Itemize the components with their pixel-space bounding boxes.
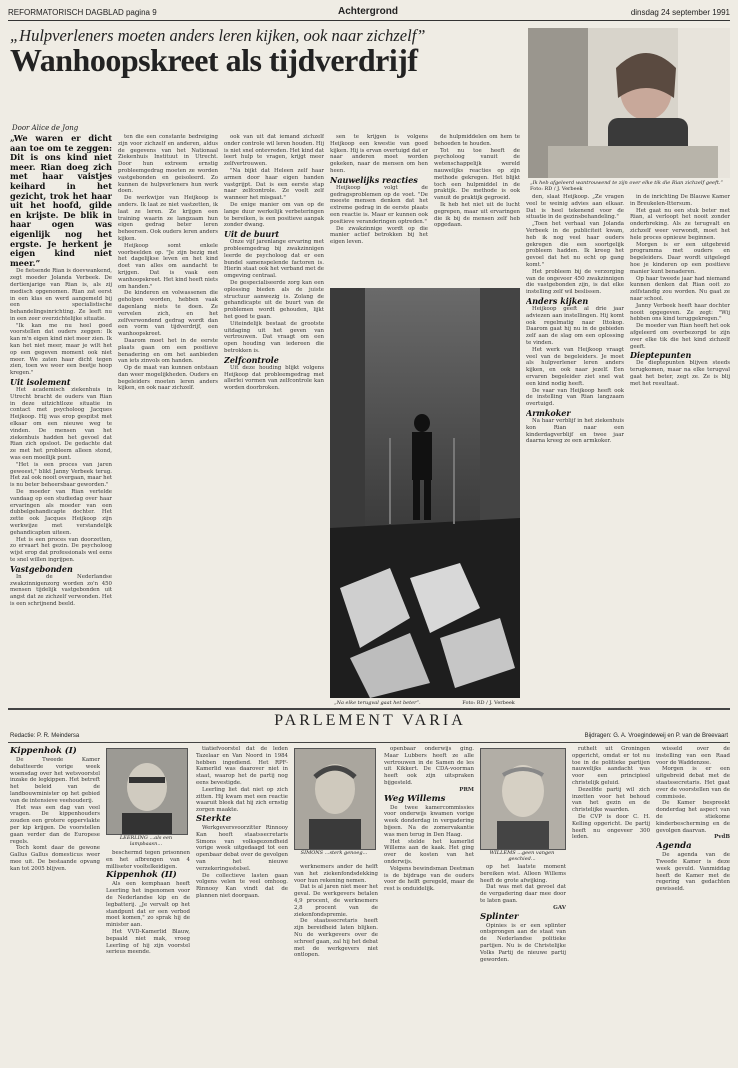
subhead-7: Armkoker — [526, 407, 571, 418]
photo-main-caption: „Na elke terugval gaat het beter”. Foto: RD / J. Verbeek — [334, 700, 515, 706]
photo-top-caption: „Ik heb afgeleerd wantrouwend te zijn over elke tik die Rian zichzelf geeft.” Foto: RD / J. Verbeek — [530, 180, 724, 192]
subhead-2: Vastgebonden — [10, 563, 73, 574]
portrait-willems-illustration — [481, 749, 565, 849]
portrait-simons-illustration — [295, 749, 375, 849]
portrait-simons — [294, 748, 376, 850]
photo-corridor — [330, 288, 520, 698]
parlement-column-6: op het laatste moment bereiken wist. Alleen Willems heeft de grote afwijking. Dat was met dat gevoel dat de vergadering daar mee door te laten gaan. GAV Splinter Opinies is er een splinter ontsprongen aan de staat van de Nederlandse politieke partijen. Nu is de Christelijke Volks Partij de nieuwe partij geworden. — [480, 864, 566, 963]
signature-pvdb: PvdB — [714, 834, 730, 841]
signature-gav: GAV — [553, 904, 566, 911]
heading-splinter: Splinter — [480, 911, 519, 922]
parlement-column-8: wisseld over de instelling van een Raad voor de Waddenzee. Morgen is er een uitgebreid debat met de staatssecretaris. Het gaat over de voorstellen van de commissie. De Kamer bespreekt donderdag het aspect van de stiekome kinderbescherming en de gevolgen daarvan. PvdB Agenda De agenda van de Tweede Kamer is deze week gevuld. Vanmiddag heeft de Kamer met de regering van gedachten gewisseld. — [656, 746, 730, 893]
lead-paragraph: „We waren er dicht aan toe om te zeggen: Dit is ons kind niet meer. Rian doeg zich met haar vaistjes keihard in het gezicht, trok het haar uit het hoofd, gilde en krijste. De blik in haar ogen was eigenlijk nog het ergste. Je herkent je eigen kind niet meer.” — [10, 134, 112, 268]
heading-sterkte: Sterkte — [196, 813, 232, 824]
portrait-leerling-caption: LEERLING ...als een lampbaasn... — [119, 835, 173, 847]
portrait-leerling-illustration — [107, 749, 187, 834]
heading-weg-willems: Weg Willems — [384, 793, 446, 804]
photo-girl-illustration — [528, 28, 730, 178]
portrait-willems — [480, 748, 566, 850]
bijdragen-credit: Bijdragen: G. A. Vroegindeweij en P. van de Breevaart — [584, 733, 728, 739]
article-column-2: ten die een constante bedreiging zijn voor zichzelf en anderen, aldus de gegevens van het Nationaal Ziekenhuis Instituut in Utrecht. Door hun extreem ernstig probleemgedrag moeten ze worden vastgebonden en geisoleerd. Zo kunnen de hulpverleners hun werk doen. De werkwijze van Heijkoop is anders. Ik laat ze niet vastzetten, ik laat ze leren. Ze krijgen een training waarin ze langzaam hun eigen gedrag beter leren beheersen. Ook ouders leren anders kijken. Heijkoop somt enkele voorbeelden op. "Je zijn bezig met het dagelijkse leven en het kind doet van alles om aandacht te krijgen. Dat is vaak een wanhoopskreet. Het kind heeft niets om handen." De kinderen en volwassenen die geholpen worden, hebben vaak dagenlang niets te doen. Ze vervelen zich, en het zelfverwondend gedrag wordt dan een vorm van tijdverdrijf, een wanhoopskreet. Daarom moet het in de eerste plaats gaan om een positieve benadering en om het aanbieden van iets zinvols om handen. Op de maat van kunnen ontstaan dan weer mogelijkheden. Ouders en begeleiders moeten leren anders kijken, en ook naar zichzelf. — [118, 134, 218, 392]
article-column-5: de hulpmiddelen om hem te behoeden te houden. Tot nu toe heeft de psycholoog vanuit de wetenschappelijk wereld nauwelijks reacties op zijn methode gekregen. Het blijkt toch een hulpmiddel in de praktijk. De methode is ook vanuit de praktijk gegroeid. Ik heb het niet uit de lucht gegrepen, maar uit ervaringen die ik bij de mensen zelf heb opgedaan. — [434, 134, 520, 229]
photo-corridor-illustration — [330, 288, 520, 698]
heading-kippenhok-1: Kippenhok (I) — [10, 746, 77, 756]
subhead-8: Dieptepunten — [630, 350, 692, 361]
section-divider-2 — [8, 742, 730, 743]
issue-date: dinsdag 24 september 1991 — [630, 8, 730, 17]
article-column-6: den, slaat Heijkoop. „Ze vragen veel te weinig advies aan elkaar. Dat is heel tekenend voor de situatie in de gezinsbehandeling." „Toen het verhaal van Jolanda Verbeek in de publiciteit kwam, heb ik nog veel haar ouders gekregen die een soortgelijk probleem hadden. Ik kreeg het gevoel dat het nu echt op gang komt." Het probleem bij de verzorging van de ongeveer 450 zwakzinnigen die vastgebonden zijn, is dat elke instelling zelf wil beslissen. Anders kijken Heijkoop geeft al drie jaar adviezen aan instellingen. Hij komt ook regelmatig naar Ittokop. Daarom gaat hij nu in de gebieden zelf aan de slag om een oplossing te vinden. Het werk van Heijkoop vraagt veel van de begeleiders. Je moet als hulpverlener leren anders kijken, en ook naar jezelf. Een ervaren begeleider ziet snel wat een kind nodig heeft. De vaar van Heijkoop heeft ook de instelling van Rian langzaam overtuigd. Armkoker Na haar verblijf in het ziekenhuis kon Rian naar een kinderdagverblijf en twee jaar daarna kreeg ze een armkoker. — [526, 194, 624, 445]
photo-girl-at-table — [528, 28, 730, 178]
parlement-column-2: beschermd tegen prisonnen en het afbrengen van 4 milliseter vooltelkeidigen. Kippenhok (II) Als een kemphaan heeft Leerling het ingenomen voor de Nederlandse kip en de legbatterij. „Je vervalt op het standpunt dat er een verbod moet komen," zo sprak hij de minister aan. Het VVD-Kamerlid Blauw, bepaald niet mak, vroeg Leerling of hij zijn voorstel serieus meende. — [106, 850, 190, 956]
headline: Wanhoopskreet als tijdverdrijf — [10, 42, 418, 78]
parlement-column-4: werknemers ander de helft van het ziekenfondsdekking voor hun rekening nemen. Dat is al jaren niet meer het geval. De werkgevers betalen 4,9 procent, de werknemers 2,8 procent van de ziekenfondspremie. De staatssecretaris heeft zijn bereidheid laten blijken. Nu de werkgevers over de schreef gaan, zal hij het debat met de werkgevers niet ontlopen. — [294, 864, 378, 959]
masthead — [8, 6, 730, 21]
article-column-1: „We waren er dicht aan toe om te zeggen: Dit is ons kind niet meer. Rian doeg zich met haar vaistjes keihard in het gezicht, trok het haar uit het hoofd, gilde en krijste. De blik in haar ogen was eigenlijk nog het ergste. Je herkent je eigen kind niet meer.” De fietsende Rian is doevwankend, zegt moeder Jolanda Verbeek. De dertienjarige van Rian is, als zij medisch opgenomen. Rian zat eerst in een klas en werd aangemeld bij een specialistische behandelingsinrichting. Ze leeft nu in een zeer overzichtelijke situatie. "Ik kan me nu heel goed voorstellen dat ouders zeggen: Ik kan m'n eigen kind niet meer zien. Ik kan het niet meer, maar je wilt het op een gegeven moment ook niet meer. We zaten haar dicht tegen zien, toen we weer een beetje hoop kregen." Uit isolement Het academisch ziekenhuis in Utrecht bracht de ouders van Rian in deze uitzichtloze situatie in contact met psycholoog Jacques Heijkoop. Hij was erop gespitst met elkaar om een nieuwe weg te vinden. De mensen van het ziekenhuis hadden het gevoel dat Rian zich opsloot. De gedachte dat ze met het probleem alleen stond, was een moeilijk punt. "Het is een proces van jaren geweest," blikt Janny Verbeek terug. Het zal ook nooit overgaan, maar het is nu beter beheersbaar geworden." De moeder van Rian vertelde vandaag op een studiedag over haar ervaringen als moeder van een dubbelgehandicapte dochter. Het zette ook Jacques Heijkoop zijn werkwijze met verstandelijk gehandicapten uiteen. Het is een proces van doorzetten, zo ervaart het gezin. De psycholoog wijst erop dat professionals wel eens te snel willen ingrijpen. Vastgebonden In de Nederlandse zwakzinnigenzorg worden zo'n 450 mensen tijdelijk vastgebonden uit angst dat ze zichzelf verwonden. Het is een schrijnend beeld. — [10, 134, 112, 607]
kicker: „Hulpverleners moeten anders leren kijken, ook naar zichzelf” — [10, 26, 426, 45]
subhead-1: Uit isolement — [10, 377, 71, 388]
article-column-7: in de inrichting De Blauwe Kamer in Breukelen-Ittersum. Het gaat nu een stuk beter met Rian, al verloopt het nooit zonder onderbreking. Als ze terugvalt en zichzelf weer verwondt, moet het hele proces opnieuw beginnen. Morgen is er een uitgebreid programma met ouders en begeleiders. Daar wordt uitgelegd hoe je kinderen op een positieve manier kunt benaderen. Op haar tweede jaar had niemand kunnen denken dat Rian ooit zo zelfstandig zou worden. Nu gaat ze naar school. Janny Verbeek heeft haar dochter nooit opgegeven. Ze zegt: "Wij hebben ons kind teruggekregen." De moeder van Rian heeft het ook afgeleerd om overbezorgd te zijn over elke tik die het kind zichzelf geeft. Dieptepunten De dieptepunten blijven steeds terugkomen, maar na elke terugval gaat het beter, zegt ze. Ze is blij met het resultaat. — [630, 194, 730, 387]
article-column-3: ook van uit dat iemand zichzelf onder controle wil leren houden. Hij is niet snel ontevreden. Het kind dat leert hulp te vragen, krijgt meer zelfvertrouwen. "Na bijkt dat Heleen zelf haar armen door haar eigen handen vastgrijpt. Dat is een eerste stap naar zelfcontrole. Ze voelt zelf wanneer het misgaat." De enige manier om van op de lange duur werkelijk verbeteringen te bereiken, is een positieve aanpak zonder dwang. Uit de buurt Onze vijf jarenlange ervaring met probleemgedrag bij zwakzinnigen leerde de psycholoog dat er een bundel samenspelende factoren is. Hierin staat ook het verband met de omgeving centraal. De gespecialiseerde zorg kan een oplossing bieden als de juiste structuur aanwezig is. Zolang de gehandicapte uit de buurt van de problemen wordt gehouden, lijkt het goed te gaan. Uiteindelijk bestaat de grootste uitdaging uit het geven van vertrouwen. Dat vraagt om een open houding van iedereen die betrokken is. Zelfcontrole Uit deze houding blijkt volgens Heijkoop dat probleemgedrag met allerlei vormen van zelfcontrole kan worden doorbroken. — [224, 134, 324, 392]
section-name: Achtergrond — [338, 6, 398, 17]
subhead-4: Zelfcontrole — [224, 354, 279, 365]
portrait-leerling — [106, 748, 188, 835]
portrait-simons-caption: SIMONS ...sterk genoeg... — [300, 850, 368, 856]
parlement-varia-banner: PARLEMENT VARIA — [274, 712, 466, 729]
redactie-credit: Redactie: P. R. Meindersa — [10, 733, 80, 739]
signature-prm: PRM — [459, 786, 474, 793]
heading-agenda: Agenda — [656, 841, 692, 852]
subhead-6: Anders kijken — [526, 295, 589, 306]
paper-name: REFORMATORISCH DAGBLAD pagina 9 — [8, 8, 157, 17]
article-column-4: sen te krijgen is volgens Heijkoop een kwestie van goed kijken. Hij is ervan overtuigd dat er naar anderen moet worden gekeken, naar de mensen om hen heen. Nauwelijks reacties Heijkoop volgt de gedragsproblemen op de voet. "De meeste mensen denken dat het extreme gedrag in de eerste plaats een reactie is. Maar er kunnen ook positieve veranderingen optreden." De zwakzinnige wordt op die manier actief betrokken bij het eigen leven. — [330, 134, 428, 246]
portrait-willems-caption: WILLEMS ...geen vangen geschied... — [489, 850, 555, 862]
byline: Door Alice de Jong — [12, 124, 79, 132]
heading-kippenhok-2: Kippenhok (II) — [106, 870, 177, 881]
parlement-column-5: openbaar onderwijs ging. Maar Lubbers heeft ze alle vertrouwen in de Samen de les uit Kikkert. De CDA-voorman heeft ook zijn uitspraken bijgesteld. PRM Weg Willems De twee kamercommissies voor onderwijs kwamen vorige week donderdag in vergadering bijeen. Na de zomervakantie was men terug in Den Haag. Het stelde het kamerlid Willems aan de kaak. Het ging over de kosten van het onderwijs. Volgens bewindsman Deetman is de bijdrage van de ouders voor de helft geregeld, maar de rest is onduidelijk. — [384, 746, 474, 893]
subhead-5: Nauwelijks reacties — [330, 174, 418, 185]
parlement-column-3: tiatiefvoorstel dat de leden Tazelaar en Van Noord in 1984 hebben ingediend. Het RPF-Kamerlid was daarover niet in staat, waarop het de partij nog eens bevestigde. Leerling liet dat niet op zich zitten. Hij kwam met een reactie waaruit bleek dat hij zich ernstig zorgen maakte. Sterkte Werkgeversvoorzitter Rinnooy Kan heeft staatssecretaris Simons van volksgezondheid vorige week uitgedaagd tot een openbaar debat over de gevolgen van het nieuwe verzekeringsstelsel. De collectieve lasten gaan volgens velen te veel omhoog. Rinnooy Kan vindt dat de plannen niet doorgaan. — [196, 746, 288, 899]
subhead-3: Uit de buurt — [224, 229, 280, 240]
parlement-column-7: ruthelt uit Groningen opgericht, omdat er tot nu toe in de politieke partijen nauwelijks aandacht was voor een principieel christelijk geluid. Dezelfde partij wil zich inzetten voor het behoud van het gezin en de christelijke waarden. De CVP is door C. H. Kelling opgericht. De partij heeft nu ongeveer 300 leden. — [572, 746, 650, 841]
parlement-column-1: Kippenhok (I) De Tweede Kamer debatteerde vorige week woensdag over het wetsvoorstel inzake de legkippen. Het betreft het beleid van de landbouwminister op het gebied van de intensieve veehouderij. Het was een dag van veel vragen. De kippenhouders zouden een grotere oppervlakte per kip krijgen. De voorstellen gaan verder dan de Europese regels. Toch komt daar de gewone Gallus Gallus domesticus weer mee uit. De bestaande opvang kan tot 2005 blijven. — [10, 746, 100, 872]
